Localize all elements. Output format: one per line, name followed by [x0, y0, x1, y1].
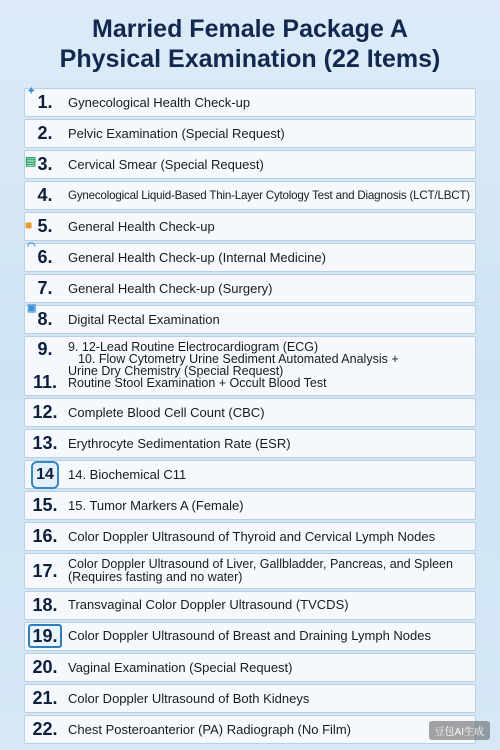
item-label: General Health Check-up (Internal Medicine): [68, 250, 326, 265]
page-title: [0, 14, 500, 74]
list-item: [24, 181, 476, 210]
sparkle-icon: ✦: [27, 86, 36, 97]
item-number: ▣ 8.: [27, 303, 53, 330]
item-number: ✦ 1.: [27, 86, 53, 112]
clipboard-icon: ▤: [25, 154, 37, 169]
item-number: 20.: [32, 657, 58, 677]
item-label: Pelvic Examination (Special Request): [68, 126, 285, 141]
list-item: [24, 653, 476, 682]
list-item: [24, 553, 476, 589]
list-item: [24, 274, 476, 303]
list-item: [24, 715, 476, 744]
item-number: 22.: [32, 719, 58, 740]
framed-number-icon: 19.: [28, 624, 61, 648]
item-label: Complete Blood Cell Count (CBC): [68, 405, 265, 420]
list-item: [24, 522, 476, 551]
item-label: Cervical Smear (Special Request): [68, 157, 264, 172]
item-number: 15.: [32, 495, 58, 516]
item-label: General Health Check-up: [68, 219, 215, 234]
list-item: [24, 429, 476, 458]
title-line-1: Married Female Package A: [92, 15, 408, 43]
item-number: 17.: [32, 560, 58, 581]
item-number: 4.: [37, 185, 53, 206]
item-number: 13.: [32, 433, 58, 454]
list-item-stacked: [24, 336, 476, 396]
item-label: Color Doppler Ultrasound of Breast and Draining Lymph Nodes: [68, 629, 431, 644]
item-number: 11.: [32, 372, 58, 393]
list-item: [24, 150, 476, 179]
item-number: [25, 624, 65, 648]
item-number: 12.: [32, 402, 58, 423]
item-label: Gynecological Health Check-up: [68, 95, 251, 110]
item-label: Color Doppler Ultrasound of Thyroid and Cervical Lymph Nodes: [68, 529, 436, 544]
item-number: 2.: [37, 123, 53, 144]
item-number: 21.: [32, 688, 58, 709]
item-label: Color Doppler Ultrasound of Both Kidneys: [68, 691, 310, 706]
list-item: [24, 243, 476, 272]
watermark-badge: 豆包AI生成: [429, 721, 490, 740]
item-label: 14. Biochemical C11: [68, 467, 187, 482]
item-number: 9.: [37, 339, 53, 360]
list-item: [24, 491, 476, 520]
list-item: [24, 622, 476, 651]
list-item: [24, 398, 476, 427]
stacked-labels: [65, 337, 475, 395]
monitor-icon: ▣: [27, 303, 37, 315]
item-label: Vaginal Examination (Special Request): [68, 660, 293, 675]
item-label: Erythrocyte Sedimentation Rate (ESR): [68, 436, 291, 451]
list-item: [24, 460, 476, 489]
list-item: [24, 591, 476, 620]
title-line-2: Physical Examination (22 Items): [59, 45, 441, 73]
item-label: 10. Flow Cytometry Urine Sediment Automated Analysis +: [78, 352, 399, 367]
item-label: Digital Rectal Examination: [68, 312, 220, 327]
stethoscope-icon: ◠: [27, 241, 36, 253]
list-item: [24, 212, 476, 241]
stacked-numbers: [25, 337, 65, 395]
briefcase-icon: ■: [25, 218, 33, 233]
item-label: 15. Tumor Markers A (Female): [68, 498, 244, 513]
list-item: [24, 305, 476, 334]
item-label: 9. 12-Lead Routine Electrocardiogram (ECG): [68, 340, 319, 355]
list-item: [24, 684, 476, 713]
item-number: ◠ 6.: [27, 241, 53, 268]
item-number: 7.: [37, 278, 53, 299]
item-number: 16.: [32, 526, 58, 547]
item-number: ■ 5.: [25, 216, 53, 237]
exam-item-list: [24, 88, 476, 744]
hexagon-badge-icon: 14: [31, 461, 59, 489]
item-label: Chest Posteroanterior (PA) Radiograph (No Film): [68, 722, 351, 737]
item-number: 18.: [32, 594, 58, 615]
item-number: ▤ 3.: [25, 154, 53, 175]
item-label: Urine Dry Chemistry (Special Request): [68, 364, 284, 379]
list-item: [24, 88, 476, 117]
item-label: Routine Stool Examination + Occult Blood Test: [68, 376, 327, 391]
item-number: [25, 461, 65, 489]
item-label: Transvaginal Color Doppler Ultrasound (TVCDS): [68, 598, 349, 613]
item-label: Color Doppler Ultrasound of Liver, Gallbladder, Pancreas, and Spleen (Requires fasting and no water): [68, 558, 453, 585]
list-item: [24, 119, 476, 148]
item-label: General Health Check-up (Surgery): [68, 281, 273, 296]
item-label: Gynecological Liquid-Based Thin-Layer Cytology Test and Diagnosis (LCT/LBCT): [68, 188, 470, 202]
